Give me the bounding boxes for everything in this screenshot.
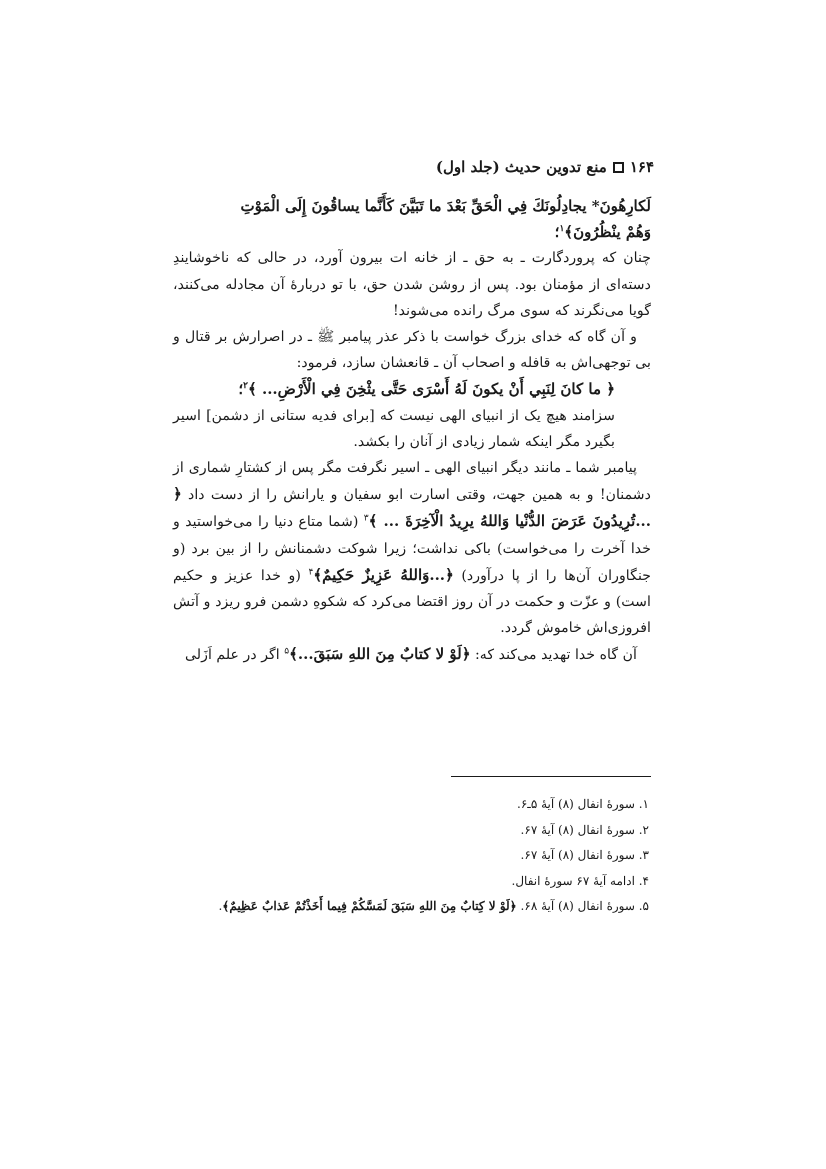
verse-2 <box>173 376 651 402</box>
footnote-ref-5[interactable]: ۵ <box>284 646 290 657</box>
book-title: منع تدوین حدیث (جلد اول) <box>435 158 607 176</box>
footnote-3: ۳. سورهٔ انفال (۸) آیهٔ ۶۷. <box>520 848 649 863</box>
footnote-ref-4[interactable]: ۴ <box>308 567 314 578</box>
translation-1: چنان که پروردگارت ـ به حق ـ از خانه ات بیرون آورد، در حالی که ناخوشایندِ دسته‌ای از مؤمنان بود. پس از روشن شدن حق، با تو دربارهٔ آن مجادله می‌کنند، گویا می‌نگرند که سوی مرگ رانده می‌شوند! <box>173 250 651 319</box>
footnote-ref-3[interactable]: ۳ <box>363 513 369 524</box>
page-number: ۱۶۴ <box>629 158 654 176</box>
verse-1-line-2: وَهُمْ ينْظُرُونَ﴾ <box>564 223 651 242</box>
square-box-icon <box>613 162 624 173</box>
footnote-2: ۲. سورهٔ انفال (۸) آیهٔ ۶۷. <box>520 822 649 837</box>
footnote-5-punct: . <box>218 899 223 914</box>
footnote-1: ۱. سورهٔ انفال (۸) آیهٔ ۵ـ۶. <box>517 797 649 811</box>
paragraph-3 <box>173 455 651 641</box>
verse-1-line-1: لَكارِهُونَ* يجادِلُونَكَ فِي الْحَقِّ بَعْدَ ما تَبَيَّنَ كَأَنَّما يساقُونَ إِلَى الْمَوْتِ <box>240 197 651 215</box>
paragraph-3-part-b: (شما متاع دنیا را می‌خواستید و خدا آخرت را می‌خواست) باکی نداشت؛ زیرا شوکت دشمنانش را از بین برد (و جنگاوران آن‌ها را از پا درآورد) <box>173 514 652 584</box>
footnote-5-source: ۵. سورهٔ انفال (۸) آیهٔ ۶۸. <box>520 899 649 914</box>
verse-2-text: ﴿ ما كانَ لِنَبِي أَنْ يكونَ لَهُ أَسْرَى حَتَّى يثْخِنَ فِي الْأَرْضِ... ﴾ <box>247 380 615 399</box>
paragraph-4-part-b: اگر در علم اَزَلی <box>184 647 280 664</box>
paragraph-3-part-a: پیامبر شما ـ مانند دیگر انبیای الهی ـ اسیر نگرفت مگر پس از کشتارِ شماری از دشمنان! و به همین جهت، وقتی اسارت ابو سفیان و یارانش را از دست داد <box>173 460 651 504</box>
paragraph-4-part-a: آن گاه خدا تهدید می‌کند که: <box>475 647 637 664</box>
footnote-5 <box>171 894 649 920</box>
footnote-5-verse: ﴿لَوْ لا كِتابٌ مِنَ اللهِ سَبَقَ لَمَسَّكُمْ فِيما أَخَذْتُمْ عَذابٌ عَظِيمٌ﴾ <box>222 899 517 914</box>
verse-1 <box>173 193 651 245</box>
footnote-separator <box>451 776 651 777</box>
main-text <box>173 193 651 669</box>
running-header <box>436 158 654 176</box>
verse-4: ﴿...وَاللهُ عَزِيزٌ حَكِيمٌ﴾ <box>313 565 454 584</box>
footnote-ref-1[interactable]: ۱ <box>559 224 565 235</box>
verse-5: ﴿لَوْ لا كتابٌ مِنَ اللهِ سَبَقَ...﴾ <box>289 645 471 664</box>
footnote-ref-2[interactable]: ۲ <box>243 381 248 392</box>
translation-2: سزامند هیچ یک از انبیای الهی نیست که [برای فدیه ستانی از دشمن] اسیر بگیرد مگر اینکه شمار زیادی از آنان را بکشد. <box>173 407 615 450</box>
verse-3: ﴿ ...تُرِيدُونَ عَرَضَ الدُّنْيا وَاللهُ يرِيدُ الْآخِرَةَ ... ﴾ <box>173 485 651 531</box>
footnote-4: ۴. ادامه آیهٔ ۶۷ سورهٔ انفال. <box>511 873 649 888</box>
paragraph-2: و آن گاه که خدای بزرگ خواست با ذکر عذر پیامبر ﷺ ـ در اصرارش بر قتال و بی توجهی‌اش به قافله و اصحاب آن ـ قانعشان سازد، فرمود: <box>173 329 651 372</box>
verse-2-punct: ؛ <box>238 380 244 399</box>
footnotes <box>171 792 649 920</box>
paragraph-3-part-c: (و خدا عزیز و حکیم است) و عزّت و حکمت در آن روز اقتضا می‌کرد که شکوهِ دشمن فرو ریزد و آتش افروزی‌اش خاموش گردد. <box>173 567 651 637</box>
verse-1-punct: ؛ <box>554 223 560 242</box>
paragraph-4 <box>173 641 651 668</box>
